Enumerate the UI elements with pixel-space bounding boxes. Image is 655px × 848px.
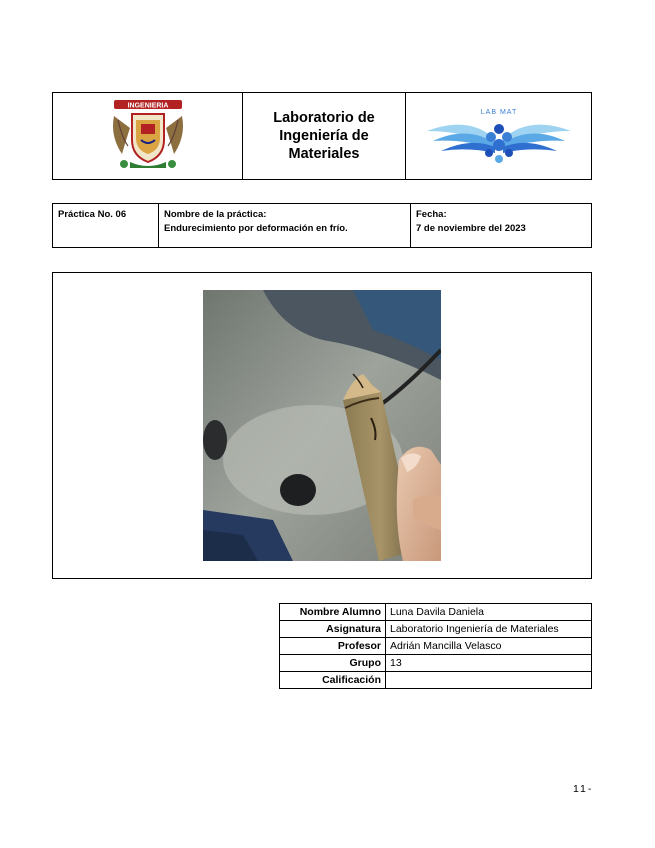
left-logo-cell [53,93,243,179]
lab-title-line-1: Laboratorio de [273,110,375,126]
unam-engineering-crest-icon [108,96,188,176]
table-row [280,604,592,621]
photo-frame [52,272,592,579]
lab-title-line-3: Materiales [288,146,360,162]
group-label: Grupo [280,655,386,672]
subject-value: Laboratorio Ingeniería de Materiales [386,621,592,638]
professor-value: Adrián Mancilla Velasco [386,638,592,655]
table-row [280,621,592,638]
table-row [280,655,592,672]
subject-label: Asignatura [280,621,386,638]
grade-label: Calificación [280,672,386,689]
document-header [52,92,592,180]
lab-title [273,109,375,163]
grade-value [386,672,592,689]
student-info-table [279,603,592,689]
practice-name: Endurecimiento por deformación en frío. [164,223,348,234]
group-value: 13 [386,655,592,672]
lab-title-line-2: Ingeniería de [279,128,369,144]
practice-info-row [52,203,592,248]
professor-label: Profesor [280,638,386,655]
student-name-value: Luna Davila Daniela [386,604,592,621]
date-cell [411,204,591,247]
page-number: 11- [573,783,594,795]
lab-mat-winged-logo-icon [419,101,579,171]
student-name-label: Nombre Alumno [280,604,386,621]
fractured-specimen-photo-icon [203,290,441,561]
practice-name-label: Nombre de la práctica: [164,209,267,220]
lab-mat-logo-text: LAB MAT [480,109,517,116]
practice-name-cell [159,204,411,247]
crest-banner-text: INGENIERIA [127,102,168,110]
table-row [280,672,592,689]
practice-number: Práctica No. 06 [58,209,127,220]
lab-title-cell [243,93,406,179]
right-logo-cell [406,93,591,179]
date-label: Fecha: [416,209,447,220]
date-value: 7 de noviembre del 2023 [416,223,526,234]
practice-number-cell [53,204,159,247]
table-row [280,638,592,655]
specimen-photo [203,290,441,561]
